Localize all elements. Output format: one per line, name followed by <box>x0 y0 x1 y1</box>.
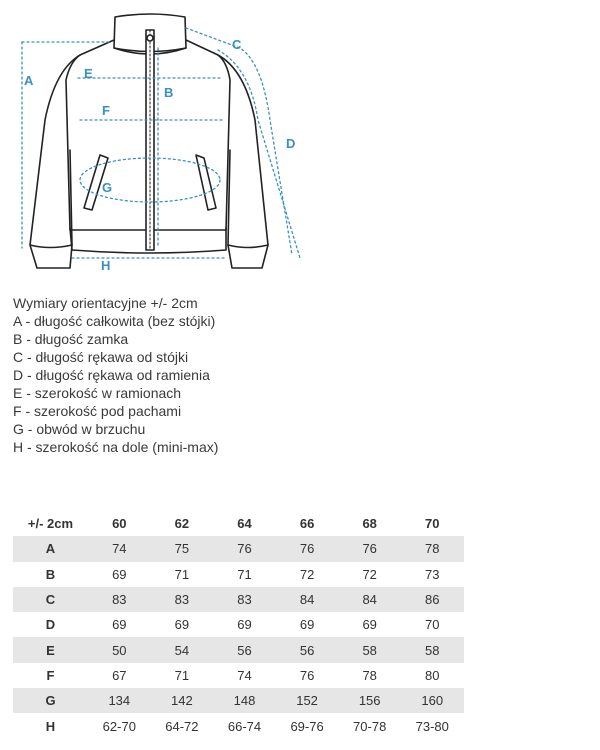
table-cell: 76 <box>276 536 339 561</box>
legend-item: H - szerokość na dole (mini-max) <box>13 439 219 455</box>
row-label: H <box>45 718 56 734</box>
table-cell: 71 <box>174 566 190 582</box>
row-label: D <box>45 617 56 633</box>
row-label: C <box>13 587 88 612</box>
jacket-diagram <box>0 0 330 290</box>
legend-item: E - szerokość w ramionach <box>13 385 182 401</box>
table-cell: 58 <box>338 637 401 662</box>
label-H: H <box>101 258 111 273</box>
table-cell: 62-70 <box>102 718 136 734</box>
table-row <box>13 713 464 738</box>
table-cell: 160 <box>401 688 464 713</box>
legend-item: F - szerokość pod pachami <box>13 403 182 419</box>
table-corner: +/- 2cm <box>27 516 74 532</box>
table-cell: 76 <box>338 536 401 561</box>
table-cell: 69-76 <box>290 718 324 734</box>
size-header: 66 <box>299 516 315 532</box>
row-label: B <box>45 566 56 582</box>
label-A: A <box>24 73 34 88</box>
table-row <box>13 562 464 587</box>
table-cell: 84 <box>338 587 401 612</box>
table-cell: 54 <box>151 637 214 662</box>
table-cell: 80 <box>425 667 440 683</box>
table-row <box>13 688 464 713</box>
row-label: F <box>46 667 55 683</box>
table-cell: 73-80 <box>415 718 449 734</box>
table-cell: 71 <box>174 667 190 683</box>
table-cell: 134 <box>88 688 151 713</box>
table-cell: 69 <box>112 617 127 633</box>
table-cell: 69 <box>362 617 377 633</box>
legend-item: D - długość rękawa od ramienia <box>13 367 210 383</box>
table-cell: 84 <box>276 587 339 612</box>
table-cell: 83 <box>151 587 214 612</box>
size-header: 64 <box>237 516 252 532</box>
table-row <box>13 587 464 612</box>
size-header: 60 <box>112 516 127 532</box>
legend-title: Wymiary orientacyjne +/- 2cm <box>13 295 198 311</box>
table-cell: 76 <box>299 667 315 683</box>
table-cell: 86 <box>401 587 464 612</box>
table-cell: 70-78 <box>353 718 387 734</box>
label-F: F <box>102 103 110 118</box>
table-cell: 70 <box>425 617 440 633</box>
row-label: A <box>13 536 88 561</box>
table-cell: 74 <box>237 667 252 683</box>
table-cell: 69 <box>237 617 252 633</box>
table-cell: 73 <box>425 566 440 582</box>
size-header: 62 <box>174 516 190 532</box>
size-header: 70 <box>425 516 440 532</box>
legend-item: C - długość rękawa od stójki <box>13 349 189 365</box>
table-cell: 56 <box>276 637 339 662</box>
table-cell: 78 <box>401 536 464 561</box>
table-cell: 76 <box>213 536 276 561</box>
size-table <box>13 511 464 739</box>
table-cell: 83 <box>213 587 276 612</box>
table-row <box>13 637 464 662</box>
legend-item: A - długość całkowita (bez stójki) <box>13 313 216 329</box>
table-row <box>13 536 464 561</box>
measurement-legend <box>13 294 218 456</box>
label-E: E <box>84 66 93 81</box>
table-cell: 58 <box>401 637 464 662</box>
legend-item: B - długość zamka <box>13 331 129 347</box>
table-cell: 74 <box>88 536 151 561</box>
table-cell: 69 <box>174 617 190 633</box>
table-cell: 142 <box>151 688 214 713</box>
table-cell: 69 <box>112 566 127 582</box>
table-cell: 71 <box>237 566 252 582</box>
table-cell: 152 <box>276 688 339 713</box>
left-sleeve <box>30 55 80 268</box>
table-cell: 72 <box>299 566 315 582</box>
table-cell: 148 <box>213 688 276 713</box>
table-header-row <box>13 511 464 536</box>
table-cell: 75 <box>151 536 214 561</box>
table-row <box>13 663 464 688</box>
label-D: D <box>286 136 296 151</box>
row-label: E <box>13 637 88 662</box>
table-cell: 66-74 <box>227 718 262 734</box>
table-cell: 67 <box>112 667 127 683</box>
table-cell: 56 <box>213 637 276 662</box>
table-cell: 64-72 <box>165 718 199 734</box>
label-G: G <box>102 180 113 195</box>
table-cell: 69 <box>299 617 315 633</box>
table-cell: 72 <box>362 566 377 582</box>
label-C: C <box>232 37 242 52</box>
table-cell: 78 <box>362 667 377 683</box>
label-B: B <box>164 85 174 100</box>
legend-item: G - obwód w brzuchu <box>13 421 146 437</box>
table-row <box>13 612 464 637</box>
table-cell: 156 <box>338 688 401 713</box>
table-cell: 50 <box>88 637 151 662</box>
row-label: G <box>13 688 88 713</box>
size-header: 68 <box>362 516 377 532</box>
right-pocket <box>196 155 216 210</box>
table-cell: 83 <box>88 587 151 612</box>
